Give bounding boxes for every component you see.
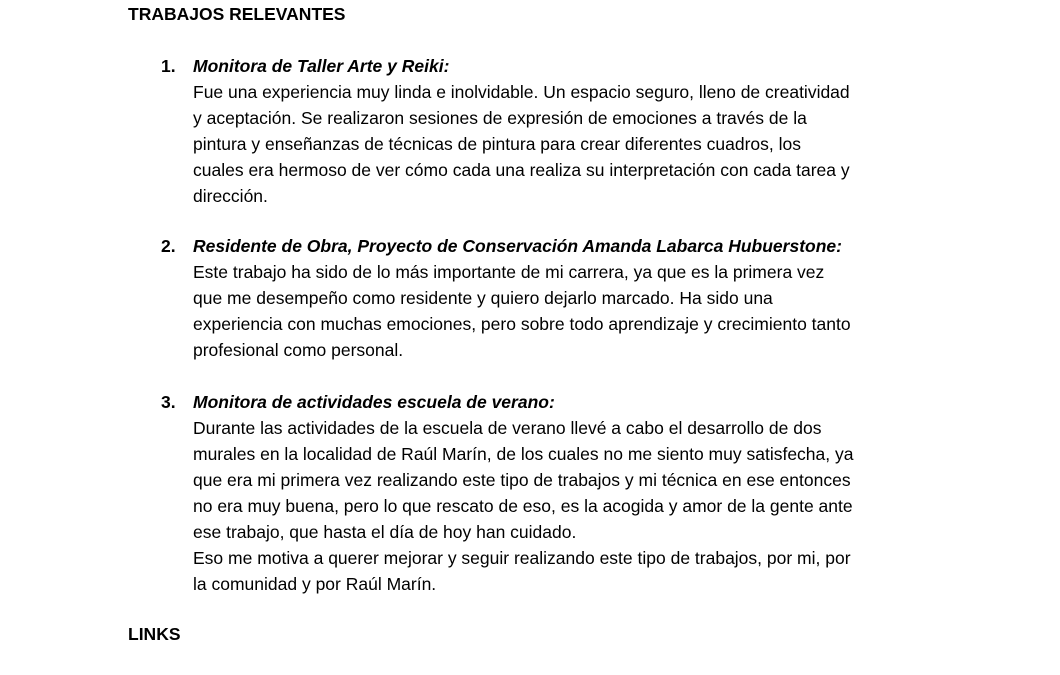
list-item-body [193,415,941,597]
body-line: ese trabajo, que hasta el día de hoy han cuidado. [193,522,577,542]
list-item-body [193,79,941,209]
list-item-number: 3. [161,392,176,412]
section-heading-links: LINKS [128,624,181,644]
body-line: profesional como personal. [193,340,404,360]
body-line: dirección. [193,186,268,206]
list-item-title: Monitora de actividades escuela de verano: [193,392,555,412]
body-line: que era mi primera vez realizando este tipo de trabajos y mi técnica en ese entonces [193,470,851,490]
list-item-number: 1. [161,56,176,76]
body-line: no era muy buena, pero lo que rescato de eso, es la acogida y amor de la gente ante [193,496,853,516]
section-heading-trabajos-relevantes: TRABAJOS RELEVANTES [128,4,346,24]
list-item-title: Residente de Obra, Proyecto de Conservación Amanda Labarca Hubuerstone: [193,236,842,256]
body-line: Este trabajo ha sido de lo más importante de mi carrera, ya que es la primera vez [193,262,825,282]
body-line: Eso me motiva a querer mejorar y seguir realizando este tipo de trabajos, por mi, por [193,548,851,568]
body-line: cuales era hermoso de ver cómo cada una realiza su interpretación con cada tarea y [193,160,850,180]
body-line: la comunidad y por Raúl Marín. [193,574,437,594]
body-line: experiencia con muchas emociones, pero sobre todo aprendizaje y crecimiento tanto [193,314,851,334]
body-line: y aceptación. Se realizaron sesiones de expresión de emociones a través de la [193,108,807,128]
body-line: pintura y enseñanzas de técnicas de pintura para crear diferentes cuadros, los [193,134,801,154]
body-line: Fue una experiencia muy linda e inolvidable. Un espacio seguro, lleno de creatividad [193,82,850,102]
body-line: murales en la localidad de Raúl Marín, de los cuales no me siento muy satisfecha, ya [193,444,854,464]
list-item-title: Monitora de Taller Arte y Reiki: [193,56,450,76]
body-line: que me desempeño como residente y quiero dejarlo marcado. Ha sido una [193,288,773,308]
list-item-body [193,259,941,363]
body-line: Durante las actividades de la escuela de verano llevé a cabo el desarrollo de dos [193,418,822,438]
list-item-number: 2. [161,236,176,256]
